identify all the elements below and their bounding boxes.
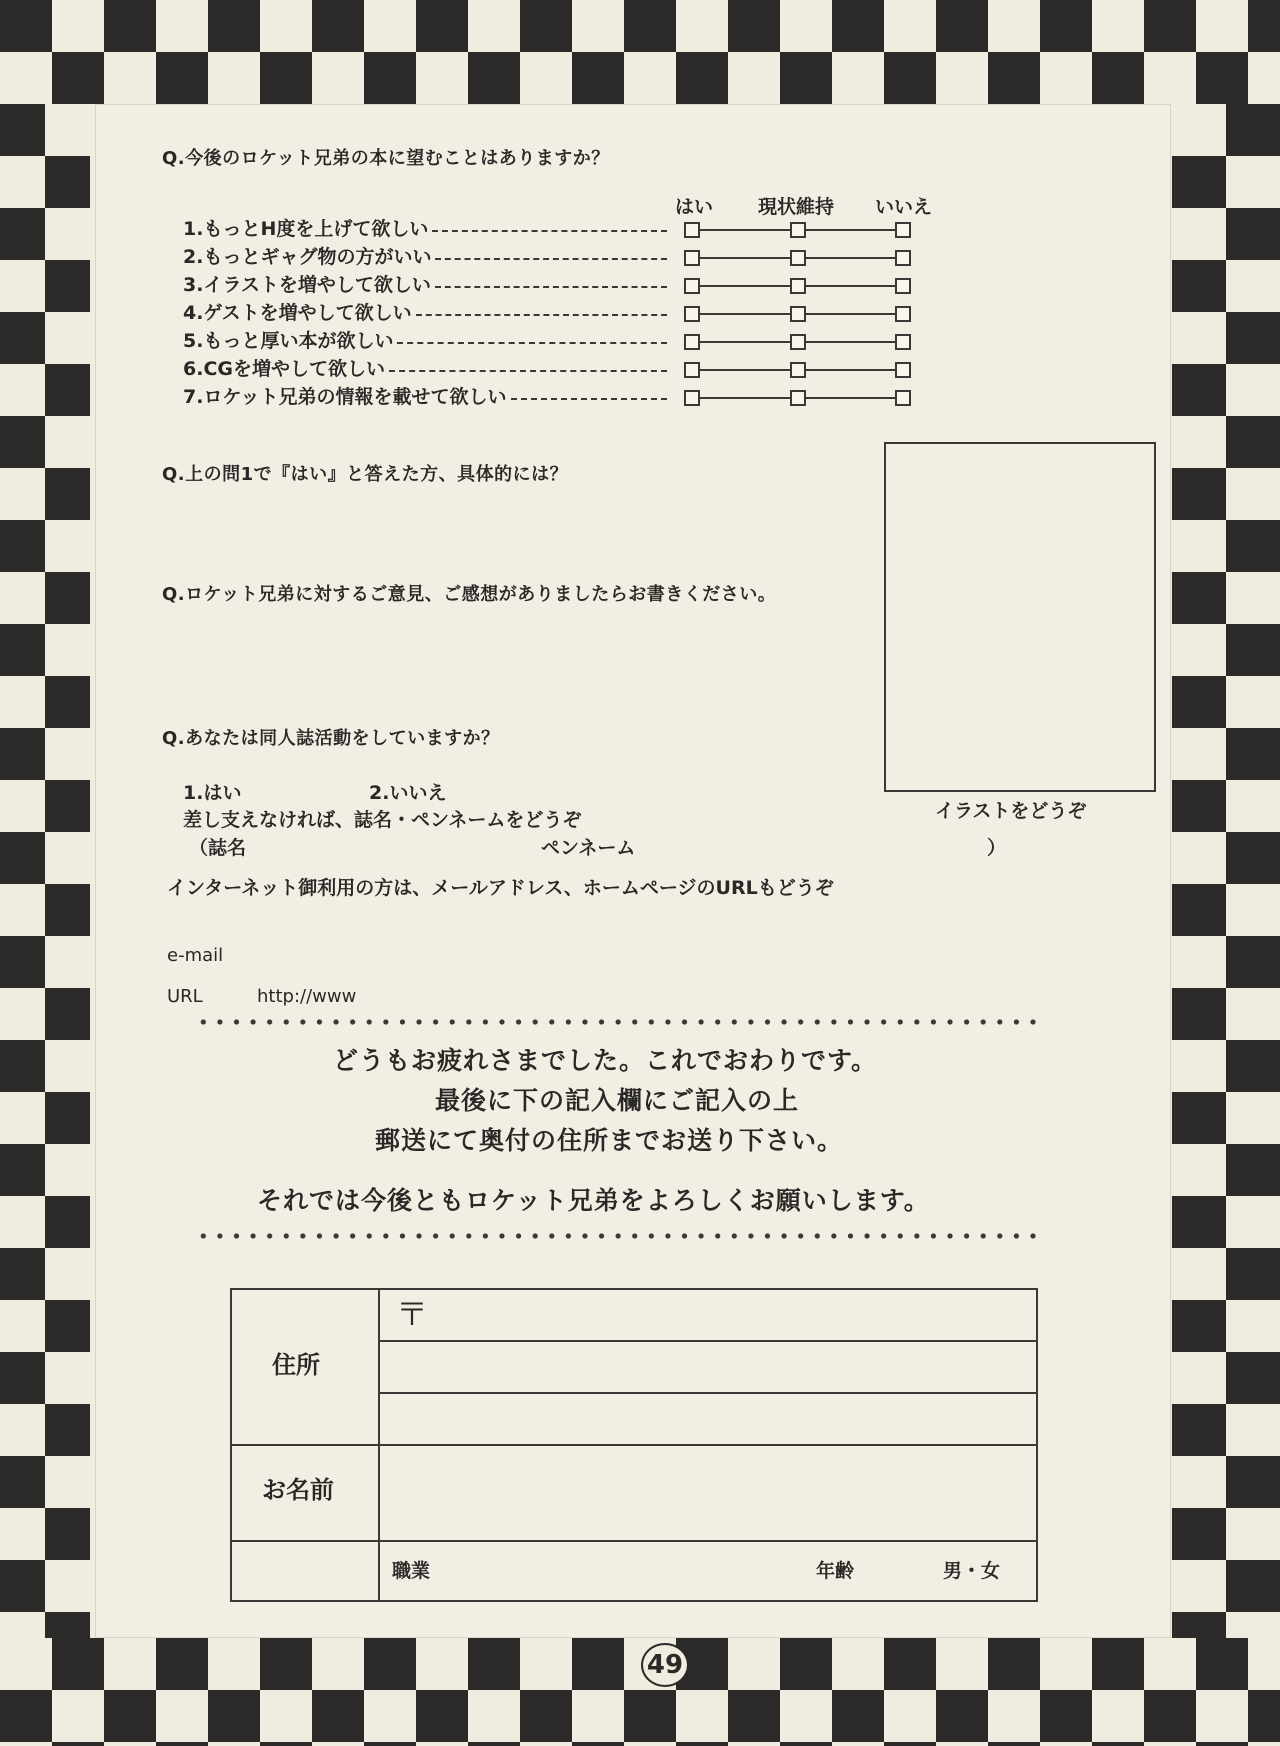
checker-square [0,1248,45,1300]
q1-checkbox-no[interactable] [895,362,911,378]
checker-square [45,1404,90,1456]
checker-square [1172,1404,1226,1456]
checker-square [0,104,45,156]
checker-square [1226,624,1280,676]
checker-square [45,676,90,728]
q1-checkbox-keep[interactable] [790,334,806,350]
age-label: 年齢 [816,1560,855,1582]
checker-square [1144,1690,1196,1742]
url-label: URL [167,986,203,1007]
checker-square [0,728,45,780]
q1-checkbox-connector [700,257,790,259]
checker-square [780,1638,832,1690]
q1-checkbox-connector [700,313,790,315]
checker-square [45,1612,90,1638]
q1-checkbox-keep[interactable] [790,250,806,266]
checker-square [624,0,676,52]
q1-checkbox-no[interactable] [895,222,911,238]
checker-square [312,0,364,52]
checker-square [1226,936,1280,988]
checker-square [104,0,156,52]
q1-checkbox-connector [806,285,895,287]
checker-square [1092,52,1144,104]
checker-square [572,1742,624,1746]
occupation-label: 職業 [392,1560,431,1582]
checker-square [1172,780,1226,832]
q1-item-label: 4.ゲストを増やして欲しい [183,302,412,324]
checker-square [1226,1248,1280,1300]
checker-square [1040,0,1092,52]
checker-square [884,1742,936,1746]
checker-square [780,52,832,104]
checker-square [45,1092,90,1144]
checker-square [780,1742,832,1746]
q1-checkbox-no[interactable] [895,306,911,322]
checker-square [1196,52,1248,104]
q1-item-leader [432,230,667,232]
form-divider [378,1392,1036,1394]
postal-mark: 〒 [396,1295,429,1333]
checker-square [45,364,90,416]
checker-square [208,0,260,52]
checker-square [0,416,45,468]
checker-square [1226,312,1280,364]
q1-item-leader [389,370,667,372]
checker-square [1144,0,1196,52]
checker-square [884,1638,936,1690]
closing-line-1: どうもお疲れさまでした。これでおわりです。 [333,1046,878,1075]
checker-square [1172,364,1226,416]
checker-square [364,52,416,104]
q1-checkbox-yes[interactable] [684,334,700,350]
address-line-3[interactable] [382,1396,1034,1444]
checker-square [0,936,45,988]
q4-option-no[interactable]: 2.いいえ [369,782,447,804]
checker-square [156,52,208,104]
checker-square [156,1638,208,1690]
checker-square [728,1690,780,1742]
name-field[interactable] [382,1448,1034,1540]
checker-square [1196,1742,1248,1746]
checker-square [1040,1690,1092,1742]
dotted-divider-top [195,1019,1045,1025]
checker-square [884,52,936,104]
checker-square [0,832,45,884]
checker-square [45,468,90,520]
checker-square [468,1742,520,1746]
checker-square [156,1742,208,1746]
q1-item-leader [397,342,667,344]
checker-square [260,1638,312,1690]
internet-prompt: インターネット御利用の方は、メールアドレス、ホームページのURLもどうぞ [167,877,834,899]
close-paren: ） [987,837,1007,859]
checker-square [52,52,104,104]
checker-square [1172,1196,1226,1248]
q1-checkbox-connector [700,369,790,371]
checker-square [1226,1352,1280,1404]
gender-label: 男・女 [943,1560,1001,1582]
checker-square [1226,416,1280,468]
checker-square [832,1690,884,1742]
checker-square [1092,1638,1144,1690]
checker-square [468,52,520,104]
q1-item-label: 6.CGを増やして欲しい [183,358,385,380]
q1-item-leader [435,286,667,288]
checker-square [1172,988,1226,1040]
illustration-box[interactable] [884,442,1156,792]
checker-square [1226,520,1280,572]
address-line-2[interactable] [382,1344,1034,1392]
checker-square [572,1638,624,1690]
checker-square [0,1352,45,1404]
checker-square [520,1690,572,1742]
q1-checkbox-connector [700,229,790,231]
email-label: e-mail [167,945,224,966]
q4-circle-prompt: 差し支えなければ、誌名・ペンネームをどうぞ [183,809,582,831]
q1-item-leader [416,314,667,316]
q1-column-yes: はい [675,196,714,218]
checker-square [572,52,624,104]
url-value: http://www [257,986,357,1007]
checker-square [45,1300,90,1352]
checker-square [520,0,572,52]
checker-square [260,52,312,104]
checker-square [988,52,1040,104]
checker-square [0,1456,45,1508]
q1-checkbox-no[interactable] [895,390,911,406]
checker-square [1248,0,1280,52]
checker-square [312,1690,364,1742]
checker-square [1226,1456,1280,1508]
checker-square [1172,156,1226,208]
q1-item-leader [435,258,667,260]
q4-option-yes[interactable]: 1.はい [183,782,242,804]
circle-name-label: （誌名 [189,837,247,859]
checker-square [1226,728,1280,780]
q1-item-label: 1.もっとH度を上げて欲しい [183,218,429,240]
checker-square [1226,1040,1280,1092]
checker-square [728,0,780,52]
checker-square [1172,1508,1226,1560]
checker-square [0,0,52,52]
checker-square [1172,260,1226,312]
checker-square [832,0,884,52]
q1-checkbox-yes[interactable] [684,390,700,406]
checker-square [1226,832,1280,884]
closing-line-4: それでは今後ともロケット兄弟をよろしくお願いします。 [257,1186,930,1215]
checker-square [45,988,90,1040]
checker-square [988,1638,1040,1690]
name-label: お名前 [262,1476,334,1504]
checker-square [52,1742,104,1746]
q1-checkbox-connector [806,341,895,343]
checker-square [45,156,90,208]
address-label: 住所 [272,1351,320,1379]
q2-question: Q.上の問1で『はい』と答えた方、具体的には？ [162,464,569,485]
form-divider [378,1340,1036,1342]
checker-square [936,0,988,52]
q1-checkbox-yes[interactable] [684,362,700,378]
form-divider [232,1540,1036,1542]
address-line-1[interactable] [382,1290,1034,1340]
q1-checkbox-connector [806,229,895,231]
checker-square [1226,104,1280,156]
checker-square [1226,208,1280,260]
checker-square [936,1690,988,1742]
q1-column-no: いいえ [875,196,933,218]
q1-checkbox-connector [806,369,895,371]
checker-square [45,884,90,936]
q1-item-label: 2.もっとギャグ物の方がいい [183,246,432,268]
checker-square [468,1638,520,1690]
q1-column-keep: 現状維持 [758,196,835,218]
checker-square [676,52,728,104]
checker-square [260,1742,312,1746]
checker-square [1196,1638,1248,1690]
checker-square [1172,1612,1226,1638]
checker-square [0,1690,52,1742]
closing-line-3: 郵送にて奥付の住所までお送り下さい。 [375,1126,844,1155]
q1-checkbox-connector [806,397,895,399]
checker-square [0,520,45,572]
closing-line-2: 最後に下の記入欄にご記入の上 [435,1086,800,1115]
checker-square [0,1144,45,1196]
q1-item-label: 7.ロケット兄弟の情報を載せて欲しい [183,386,507,408]
pen-name-label: ペンネーム [541,837,636,859]
dotted-divider-bottom [195,1233,1045,1239]
q1-checkbox-keep[interactable] [790,306,806,322]
q1-checkbox-no[interactable] [895,334,911,350]
checker-square [1092,1742,1144,1746]
checker-square [45,1508,90,1560]
checker-square [104,1690,156,1742]
checker-square [1248,1690,1280,1742]
checker-square [988,1742,1040,1746]
q1-checkbox-keep[interactable] [790,390,806,406]
form-divider [232,1444,1036,1446]
q1-checkbox-yes[interactable] [684,222,700,238]
q1-checkbox-yes[interactable] [684,250,700,266]
q1-checkbox-yes[interactable] [684,278,700,294]
checker-square [1172,884,1226,936]
checker-square [45,572,90,624]
q1-checkbox-connector [700,397,790,399]
checker-square [624,1690,676,1742]
q1-item-label: 5.もっと厚い本が欲しい [183,330,394,352]
checker-square [0,208,45,260]
checker-square [0,312,45,364]
checker-square [1172,572,1226,624]
checker-square [1172,676,1226,728]
q1-checkbox-connector [806,313,895,315]
checker-square [52,1638,104,1690]
checker-square [0,1560,45,1612]
checker-square [1226,1560,1280,1612]
checker-square [416,1690,468,1742]
q1-checkbox-keep[interactable] [790,222,806,238]
q1-question: Q.今後のロケット兄弟の本に望むことはありますか？ [162,148,610,169]
checker-square [45,780,90,832]
checker-square [208,1690,260,1742]
checker-square [364,1742,416,1746]
q1-item-label: 3.イラストを増やして欲しい [183,274,431,296]
checker-square [364,1638,416,1690]
q4-question: Q.あなたは同人誌活動をしていますか？ [162,728,500,749]
q1-checkbox-keep[interactable] [790,362,806,378]
checker-square [1172,1092,1226,1144]
q3-question: Q.ロケット兄弟に対するご意見、ご感想がありましたらお書きください。 [162,584,777,605]
q1-checkbox-connector [806,257,895,259]
illustration-caption: イラストをどうぞ [935,800,1087,822]
checker-square [1172,1300,1226,1352]
checker-square [45,1196,90,1248]
q1-checkbox-no[interactable] [895,250,911,266]
q1-checkbox-no[interactable] [895,278,911,294]
q1-item-leader [511,398,668,400]
checker-square [416,0,468,52]
checker-square [1172,468,1226,520]
q1-checkbox-connector [700,285,790,287]
checker-square [676,1742,728,1746]
page-number: 49 [641,1643,689,1687]
q1-checkbox-keep[interactable] [790,278,806,294]
reply-form [230,1288,1038,1602]
checker-square [1226,1144,1280,1196]
q1-checkbox-connector [700,341,790,343]
checker-square [45,260,90,312]
q1-checkbox-yes[interactable] [684,306,700,322]
checker-square [0,1040,45,1092]
checker-square [0,624,45,676]
